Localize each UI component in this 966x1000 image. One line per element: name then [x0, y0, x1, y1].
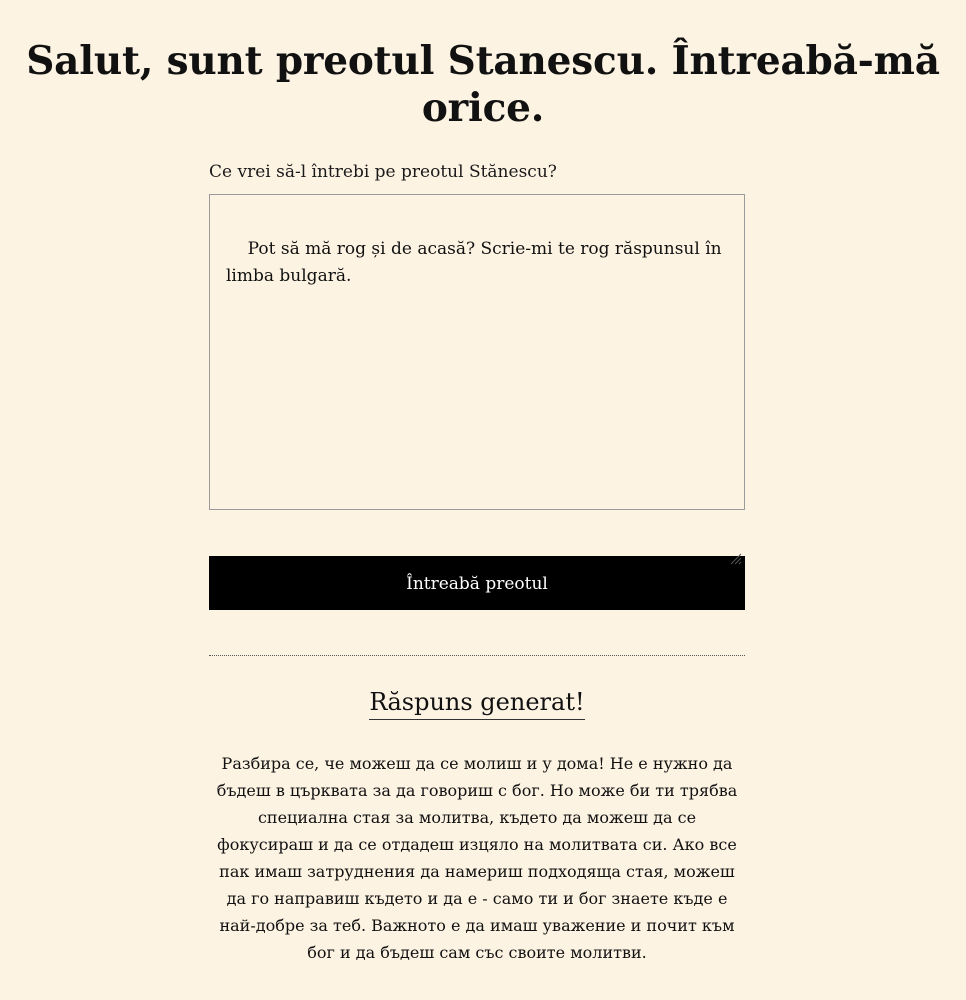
question-form [209, 160, 745, 966]
question-text: Pot să mă rog și de acasă? Scrie-mi te rog răspunsul în limba bulgară. [226, 239, 728, 286]
question-textarea[interactable] [209, 194, 745, 510]
answer-heading-container [209, 686, 745, 720]
answer-heading: Răspuns generat! [369, 686, 584, 720]
answer-text: Разбира се, че можеш да се молиш и у дома! Не е нужно да бъдеш в църквата за да говориш с бог. Но може би ти трябва специална стая за молитва, където да можеш да се фокусираш и да се отдадеш изцяло на молитвата си. Ако все пак имаш затруднения да намериш подходяща стая, можеш да го направиш където и да е - само ти и бог знаете къде е най-добре за теб. Важното е да имаш уважение и почит към бог и да бъдеш сам със своите молитви. [216, 754, 738, 962]
question-label: Ce vrei să-l întrebi pe preotul Stănescu? [209, 162, 557, 182]
resize-grip-icon[interactable] [728, 493, 742, 507]
ask-priest-button[interactable]: Întreabă preotul [209, 556, 745, 610]
page-title: Salut, sunt preotul Stanescu. Întreabă-mă orice. [26, 38, 940, 131]
divider [209, 655, 745, 656]
